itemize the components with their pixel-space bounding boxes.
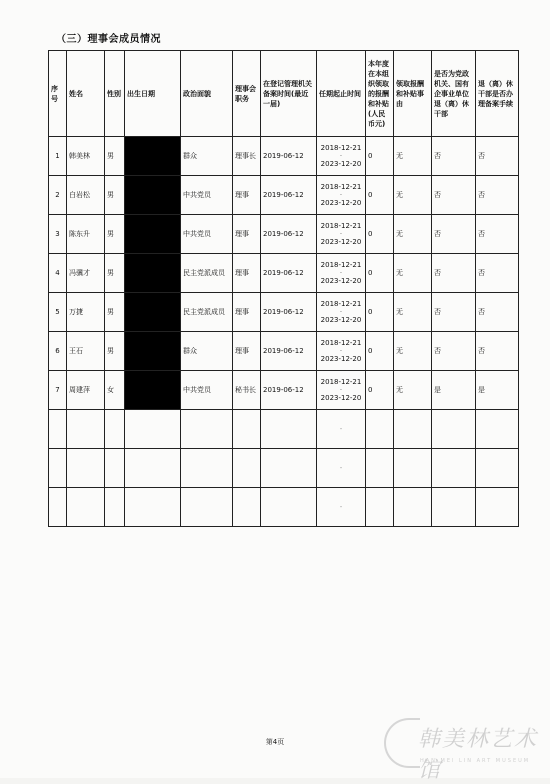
term-cell (317, 176, 366, 215)
table-row (49, 137, 519, 176)
empty-cell (476, 410, 519, 449)
party-cell: 中共党员 (181, 215, 233, 254)
table-row (49, 176, 519, 215)
term-start: 2018-12-21 (320, 378, 362, 386)
empty-term-cell: - (317, 449, 366, 488)
filing-cell: 否 (476, 137, 519, 176)
filed-cell: 2019-06-12 (261, 332, 317, 371)
header-cell: 序号 (49, 51, 67, 137)
filed-cell: 2019-06-12 (261, 176, 317, 215)
header-cell: 性别 (105, 51, 125, 137)
party-cell: 中共党员 (181, 176, 233, 215)
term-start: 2018-12-21 (320, 300, 362, 308)
retired-cell: 是 (432, 371, 476, 410)
term-cell (317, 293, 366, 332)
empty-cell (233, 488, 261, 527)
term-cell (317, 332, 366, 371)
name-cell: 冯骥才 (67, 254, 105, 293)
party-cell: 中共党员 (181, 371, 233, 410)
empty-cell (67, 449, 105, 488)
retired-cell: 否 (432, 293, 476, 332)
empty-cell (181, 449, 233, 488)
filed-cell: 2019-06-12 (261, 215, 317, 254)
filing-cell: 否 (476, 332, 519, 371)
term-sep: - (339, 269, 343, 276)
name-cell: 周建萍 (67, 371, 105, 410)
retired-cell: 否 (432, 254, 476, 293)
empty-cell (49, 410, 67, 449)
empty-cell (125, 488, 181, 527)
term-start: 2018-12-21 (320, 222, 362, 230)
filing-cell: 否 (476, 176, 519, 215)
term-end: 2023-12-20 (320, 238, 362, 246)
empty-cell (105, 449, 125, 488)
role-cell: 理事 (233, 293, 261, 332)
no-cell: 1 (49, 137, 67, 176)
party-cell: 群众 (181, 332, 233, 371)
term-sep: - (339, 347, 343, 354)
header-cell: 是否为党政机关、国有企事业单位退（离）休干部 (432, 51, 476, 137)
term-sep: - (339, 230, 343, 237)
empty-cell (125, 410, 181, 449)
reason-cell: 无 (394, 293, 432, 332)
sex-cell: 男 (105, 254, 125, 293)
role-cell: 理事 (233, 215, 261, 254)
reason-cell: 无 (394, 254, 432, 293)
term-end: 2023-12-20 (320, 199, 362, 207)
name-cell: 陈东升 (67, 215, 105, 254)
header-cell: 理事会职务 (233, 51, 261, 137)
redacted-birth-date (125, 137, 181, 176)
reason-cell: 无 (394, 332, 432, 371)
term-sep: - (339, 152, 343, 159)
empty-table-row (49, 488, 519, 527)
table-row (49, 332, 519, 371)
empty-cell (432, 410, 476, 449)
board-members-table (48, 50, 519, 527)
name-cell: 王石 (67, 332, 105, 371)
redacted-birth-date (125, 293, 181, 332)
no-cell: 4 (49, 254, 67, 293)
term-sep: - (339, 191, 343, 198)
no-cell: 2 (49, 176, 67, 215)
empty-cell (49, 449, 67, 488)
sex-cell: 男 (105, 137, 125, 176)
redacted-birth-date (125, 332, 181, 371)
role-cell: 理事 (233, 254, 261, 293)
pay-cell: 0 (366, 254, 394, 293)
empty-cell (261, 449, 317, 488)
empty-cell (233, 449, 261, 488)
empty-cell (181, 488, 233, 527)
table-row (49, 215, 519, 254)
pay-cell: 0 (366, 371, 394, 410)
sex-cell: 男 (105, 176, 125, 215)
empty-cell (105, 410, 125, 449)
sex-cell: 男 (105, 332, 125, 371)
party-cell: 群众 (181, 137, 233, 176)
filed-cell: 2019-06-12 (261, 371, 317, 410)
empty-cell (67, 488, 105, 527)
term-start: 2018-12-21 (320, 144, 362, 152)
empty-cell (476, 449, 519, 488)
no-cell: 7 (49, 371, 67, 410)
name-cell: 白岩松 (67, 176, 105, 215)
term-end: 2023-12-20 (320, 160, 362, 168)
empty-cell (181, 410, 233, 449)
empty-term-cell: - (317, 410, 366, 449)
section-title: （三）理事会成员情况 (56, 34, 161, 45)
empty-cell (432, 488, 476, 527)
table-body (49, 137, 519, 527)
party-cell: 民主党派成员 (181, 293, 233, 332)
term-start: 2018-12-21 (320, 261, 362, 269)
header-cell: 姓名 (67, 51, 105, 137)
term-sep: - (339, 386, 343, 393)
empty-cell (394, 488, 432, 527)
term-start: 2018-12-21 (320, 339, 362, 347)
header-cell: 在登记管理机关备案时间(最近一届) (261, 51, 317, 137)
empty-cell (49, 488, 67, 527)
pay-cell: 0 (366, 176, 394, 215)
pay-cell: 0 (366, 332, 394, 371)
term-cell (317, 137, 366, 176)
filing-cell: 是 (476, 371, 519, 410)
museum-watermark-logo (382, 714, 542, 783)
role-cell: 理事 (233, 332, 261, 371)
reason-cell: 无 (394, 371, 432, 410)
retired-cell: 否 (432, 176, 476, 215)
watermark-english-text: HAN MEI LIN ART MUSEUM (420, 758, 531, 764)
watermark-arc (384, 718, 420, 768)
empty-cell (105, 488, 125, 527)
term-end: 2023-12-20 (320, 394, 362, 402)
empty-term-cell: - (317, 488, 366, 527)
redacted-birth-date (125, 176, 181, 215)
term-cell (317, 254, 366, 293)
empty-cell (366, 488, 394, 527)
term-end: 2023-12-20 (320, 316, 362, 324)
empty-cell (394, 410, 432, 449)
empty-table-row (49, 410, 519, 449)
redacted-birth-date (125, 215, 181, 254)
role-cell: 理事 (233, 176, 261, 215)
name-cell: 万捷 (67, 293, 105, 332)
name-cell: 韩美林 (67, 137, 105, 176)
empty-cell (394, 449, 432, 488)
filing-cell: 否 (476, 293, 519, 332)
no-cell: 3 (49, 215, 67, 254)
header-cell: 出生日期 (125, 51, 181, 137)
pay-cell: 0 (366, 215, 394, 254)
reason-cell: 无 (394, 137, 432, 176)
retired-cell: 否 (432, 137, 476, 176)
term-end: 2023-12-20 (320, 355, 362, 363)
no-cell: 5 (49, 293, 67, 332)
empty-cell (476, 488, 519, 527)
filed-cell: 2019-06-12 (261, 254, 317, 293)
table-row (49, 371, 519, 410)
term-start: 2018-12-21 (320, 183, 362, 191)
sex-cell: 男 (105, 293, 125, 332)
retired-cell: 否 (432, 215, 476, 254)
empty-cell (67, 410, 105, 449)
retired-cell: 否 (432, 332, 476, 371)
filing-cell: 否 (476, 254, 519, 293)
redacted-birth-date (125, 371, 181, 410)
header-cell: 领取报酬和补贴事由 (394, 51, 432, 137)
header-cell: 任期起止时间 (317, 51, 366, 137)
empty-cell (125, 449, 181, 488)
empty-cell (233, 410, 261, 449)
sex-cell: 女 (105, 371, 125, 410)
role-cell: 理事长 (233, 137, 261, 176)
table-row (49, 293, 519, 332)
reason-cell: 无 (394, 215, 432, 254)
empty-cell (366, 449, 394, 488)
reason-cell: 无 (394, 176, 432, 215)
empty-table-row (49, 449, 519, 488)
empty-cell (261, 488, 317, 527)
term-end: 2023-12-20 (320, 277, 362, 285)
redacted-birth-date (125, 254, 181, 293)
term-cell (317, 371, 366, 410)
pay-cell: 0 (366, 137, 394, 176)
empty-cell (432, 449, 476, 488)
party-cell: 民主党派成员 (181, 254, 233, 293)
page-number: 第4页 (265, 738, 285, 746)
header-cell: 政治面貌 (181, 51, 233, 137)
no-cell: 6 (49, 332, 67, 371)
header-cell: 本年度在本组织领取的报酬和补贴(人民币元) (366, 51, 394, 137)
table-header-row (49, 51, 519, 137)
filing-cell: 否 (476, 215, 519, 254)
sex-cell: 男 (105, 215, 125, 254)
term-cell (317, 215, 366, 254)
empty-cell (366, 410, 394, 449)
header-cell: 退（离）休干部是否办理备案手续 (476, 51, 519, 137)
pay-cell: 0 (366, 293, 394, 332)
table-row (49, 254, 519, 293)
empty-cell (261, 410, 317, 449)
role-cell: 秘书长 (233, 371, 261, 410)
watermark-chinese-text: 韩美林艺术馆 (418, 727, 539, 783)
filed-cell: 2019-06-12 (261, 293, 317, 332)
term-sep: - (339, 308, 343, 315)
filed-cell: 2019-06-12 (261, 137, 317, 176)
